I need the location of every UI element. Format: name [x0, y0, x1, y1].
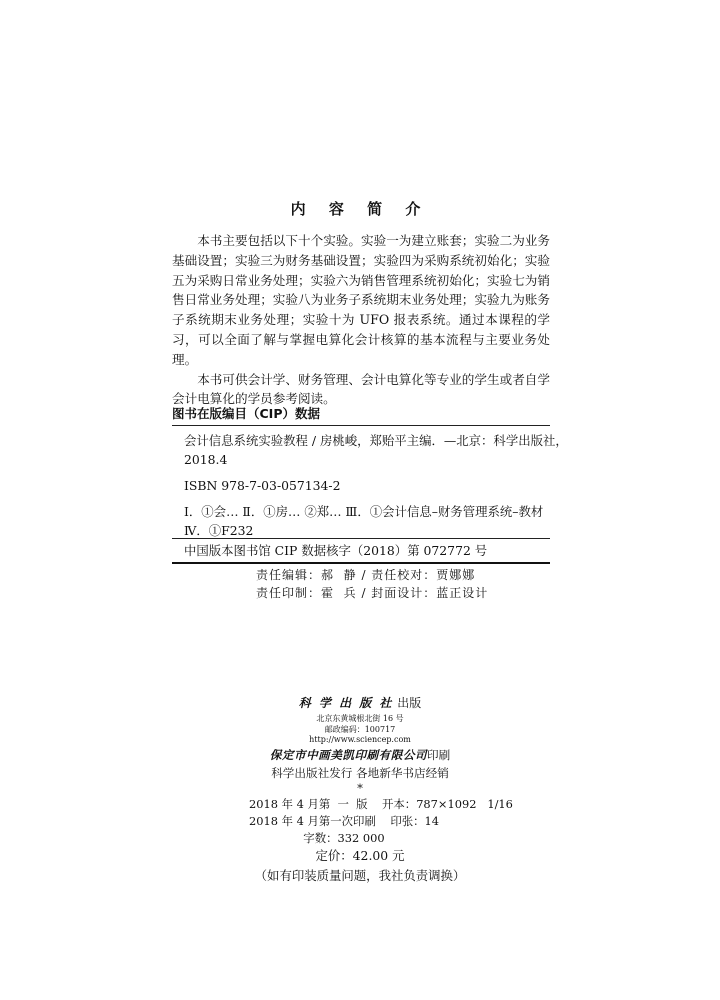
cip-date-line: 2018.4 [184, 452, 228, 467]
cip-classification [184, 502, 550, 540]
publisher-line [0, 694, 720, 711]
printing-line: 2018 年 4 月第一次印刷 印张：14 [249, 814, 439, 828]
publisher-name: 科 学 出 版 社 [298, 696, 394, 710]
cip-top-rule [172, 425, 550, 426]
printer-suffix: 印刷 [427, 748, 451, 762]
distribution-line: 科学出版社发行 各地新华书店经销 [271, 766, 449, 780]
cip-record [184, 431, 568, 469]
quality-note: （如有印装质量问题，我社负责调换） [254, 868, 466, 883]
intro-paragraph-2: 本书可供会计学、财务管理、会计电算化等专业的学生或者自学会计电算化的学员参考阅读。 [172, 371, 550, 407]
staff-line-2: 责任印制：霍 兵 / 封面设计：蓝正设计 [256, 586, 489, 600]
separator-star: * [357, 781, 363, 795]
cip-bottom-rule [172, 562, 550, 564]
edition-line: 2018 年 4 月第 一 版 开本：787×1092 1/16 [249, 797, 513, 811]
publisher-suffix: 出版 [397, 696, 422, 710]
cip-class-line-1: Ⅰ．①会… Ⅱ．①房… ②郑… Ⅲ．①会计信息–财务管理系统–教材 [184, 504, 544, 519]
cip-class-line-2: Ⅳ．①F232 [184, 523, 254, 538]
cip-middle-rule [172, 538, 550, 539]
isbn-text: ISBN 978-7-03-057134-2 [184, 478, 341, 493]
library-text: 中国版本图书馆 CIP 数据核字（2018）第 072772 号 [184, 543, 488, 558]
cip-title-line: 会计信息系统实验教程 / 房桃峻，郑贻平主编．—北京：科学出版社， [184, 433, 568, 448]
printer-name: 保定市中画美凯印刷有限公司 [269, 748, 428, 762]
publisher-website: http://www.sciencep.com [309, 735, 411, 744]
intro-paragraph-1: 本书主要包括以下十个实验。实验一为建立账套；实验二为业务基础设置；实验三为财务基础设置；实验四为采购系统初始化；实验五为采购日常业务处理；实验六为销售管理系统初始化；实验七为销售日常业务处理；实验八为业务子系统期末业务处理；实验九为账务子系统期末业务处理；实验十为 UFO 报表系统。通过本课程的学习，可以全面了解与掌握电算化会计核算的基本流程与主要业务处理。 [172, 233, 550, 367]
price-line: 定价：42.00 元 [315, 848, 405, 863]
page-title: 内 容 简 介 [290, 200, 430, 218]
cip-isbn [184, 476, 550, 495]
publisher-postcode: 邮政编码：100717 [324, 725, 396, 734]
intro-text [172, 231, 550, 409]
cip-heading: 图书在版编目（CIP）数据 [172, 406, 320, 421]
cip-library-line [184, 541, 550, 560]
printer-line [0, 747, 720, 763]
publisher-address: 北京东黄城根北街 16 号 [316, 714, 404, 723]
staff-line-1: 责任编辑：郝 静 / 责任校对：贾娜娜 [256, 568, 476, 582]
word-count-line: 字数：332 000 [249, 831, 385, 845]
